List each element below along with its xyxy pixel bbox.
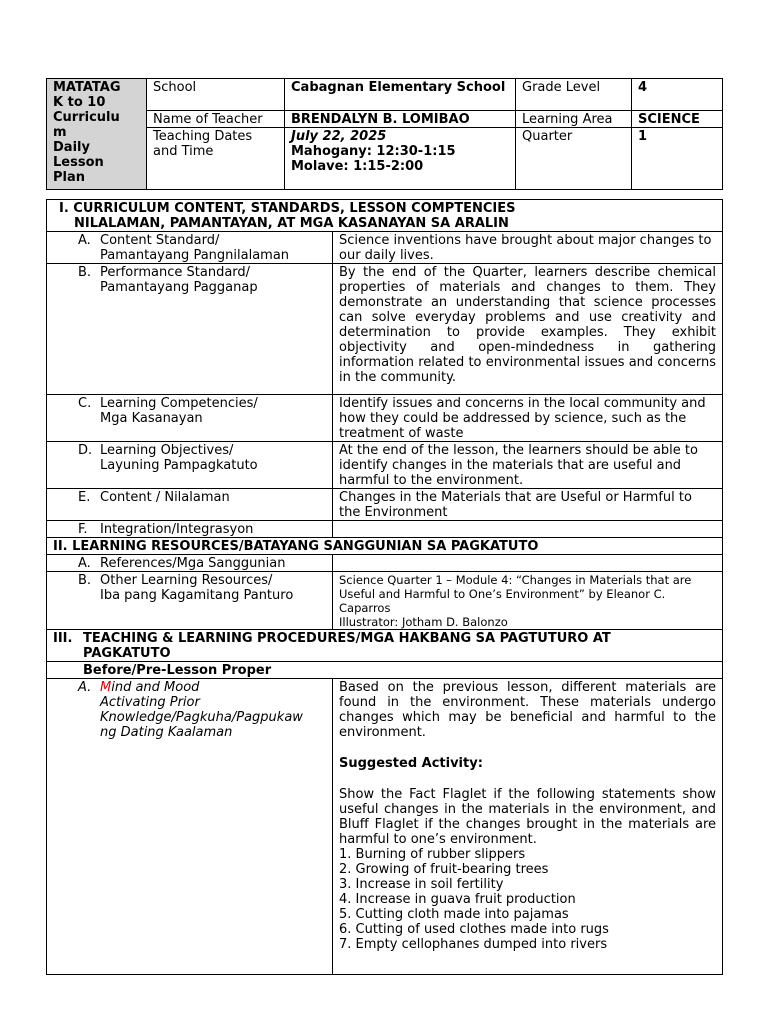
list-item: 6. Cutting of used clothes made into rugs: [339, 922, 609, 937]
item-marker: A.: [78, 556, 91, 571]
other-resources-label: [47, 572, 333, 630]
activating-prior-knowledge-value: [333, 679, 723, 975]
plan-title-line: Lesson: [53, 155, 104, 170]
list-item: 5. Cutting cloth made into pajamas: [339, 907, 569, 922]
item-marker: C.: [78, 396, 92, 411]
label-line: Knowledge/Pagkuha/Pagpukaw: [100, 710, 303, 725]
content-value: Changes in the Materials that are Useful or Harmful to the Environment: [333, 489, 723, 521]
lesson-intro: Based on the previous lesson, different materials are found in the environment. These materials undergo changes which may be beneficial and harmful to the environment.: [339, 680, 717, 740]
item-marker: B.: [78, 265, 92, 280]
list-item: 2. Growing of fruit-bearing trees: [339, 862, 549, 877]
learning-competencies-label: [47, 395, 333, 442]
item-marker: E.: [78, 490, 91, 505]
content-standard-value: Science inventions have brought about major changes to our daily lives.: [333, 232, 723, 264]
activating-prior-knowledge-label: [47, 679, 333, 975]
quarter-label: Quarter: [516, 128, 632, 190]
label-line: Pamantayang Pangnilalaman: [100, 248, 290, 263]
grade-level-label: Grade Level: [516, 79, 632, 111]
quarter-value: 1: [632, 128, 723, 190]
label-line: Performance Standard/: [100, 265, 251, 280]
performance-standard-value: By the end of the Quarter, learners describe chemical properties of materials and changes to them. They demonstrate an understanding that science processes can solve everyday problems and use creativity and determination to provide examples. They exhibit objectivity and open-mindedness in gathering information related to environmental issues and concerns in the community.: [333, 264, 723, 395]
references-label: [47, 555, 333, 572]
school-label: School: [147, 79, 285, 111]
grade-level-value: 4: [632, 79, 723, 111]
lesson-plan-header-table: [46, 78, 723, 190]
section-3-title-cont: PAGKATUTO: [83, 646, 171, 661]
label-line: Pamantayang Pagganap: [100, 280, 258, 295]
before-lesson-subheading: Before/Pre-Lesson Proper: [47, 662, 723, 679]
teaching-date: July 22, 2025: [291, 129, 387, 144]
list-item: 7. Empty cellophanes dumped into rivers: [339, 937, 608, 952]
references-value: [333, 555, 723, 572]
label-line: Learning Objectives/: [100, 443, 234, 458]
item-marker: A.: [78, 680, 92, 695]
teaching-dates-value: [285, 128, 516, 190]
label-line: Mga Kasanayan: [100, 411, 203, 426]
teacher-value: BRENDALYN B. LOMIBAO: [285, 111, 516, 128]
illustrator-credit: Illustrator: Jotham D. Balonzo: [339, 615, 508, 629]
content-standard-label: [47, 232, 333, 264]
label-line: [100, 680, 326, 695]
list-item: 3. Increase in soil fertility: [339, 877, 504, 892]
plan-title-line: MATATAG: [53, 80, 121, 95]
time-molave: Molave: 1:15-2:00: [291, 159, 424, 174]
teaching-dates-label: Teaching Dates and Time: [147, 128, 285, 190]
plan-title-line: K to 10: [53, 95, 106, 110]
teacher-label: Name of Teacher: [147, 111, 285, 128]
label-line: ng Dating Kaalaman: [100, 725, 233, 740]
learning-competencies-value: Identify issues and concerns in the local community and how they could be addressed by science, such as the treatment of waste: [333, 395, 723, 442]
plan-title-line: Daily: [53, 140, 90, 155]
other-resources-value: [333, 572, 723, 630]
item-marker: B.: [78, 573, 92, 588]
time-mahogany: Mahogany: 12:30-1:15: [291, 144, 456, 159]
section-3-marker: III.: [53, 631, 73, 646]
label-first-letter: M: [100, 680, 112, 695]
module-reference: Science Quarter 1 – Module 4: “Changes in Materials that are Useful and Harmful to One’s Environment” by Eleanor C. Caparros: [339, 573, 692, 615]
list-item: 1. Burning of rubber slippers: [339, 847, 526, 862]
section-3-title: TEACHING & LEARNING PROCEDURES/MGA HAKBANG SA PAGTUTURO AT: [83, 631, 611, 646]
label-line: Content Standard/: [100, 233, 220, 248]
integration-label: [47, 521, 333, 538]
integration-value: [333, 521, 723, 538]
suggested-activity-heading: Suggested Activity:: [339, 756, 483, 771]
plan-title-line: Curriculu: [53, 110, 120, 125]
learning-objectives-label: [47, 442, 333, 489]
plan-title-line: m: [53, 125, 67, 140]
section-1-heading: [47, 200, 723, 232]
learning-area-value: SCIENCE: [632, 111, 723, 128]
item-marker: A.: [78, 233, 91, 248]
list-item: 4. Increase in guava fruit production: [339, 892, 576, 907]
item-marker: D.: [78, 443, 93, 458]
label-rest: ind and Mood: [111, 680, 200, 695]
label-line: Integration/Integrasyon: [100, 522, 254, 537]
section-1-subtitle: NILALAMAN, PAMANTAYAN, AT MGA KASANAYAN SA ARALIN: [74, 216, 509, 231]
school-value: Cabagnan Elementary School: [285, 79, 516, 111]
activity-instructions: Show the Fact Flaglet if the following statements show useful changes in the materials in the environment, and Bluff Flaglet if the changes brought in the materials are harmful to one’s environment.: [339, 787, 717, 847]
lesson-plan-body-table: [46, 199, 723, 975]
label-line: Activating Prior: [100, 695, 200, 710]
label-line: References/Mga Sanggunian: [100, 556, 286, 571]
activity-statement-list: [339, 847, 716, 952]
performance-standard-label: [47, 264, 333, 395]
learning-objectives-value: At the end of the lesson, the learners should be able to identify changes in the materials that are useful and harmful to the environment.: [333, 442, 723, 489]
section-1-title: I. CURRICULUM CONTENT, STANDARDS, LESSON COMPTENCIES: [59, 201, 516, 216]
label-line: Iba pang Kagamitang Panturo: [100, 588, 294, 603]
label-line: Learning Competencies/: [100, 396, 258, 411]
section-3-heading: [47, 630, 723, 662]
label-line: Content / Nilalaman: [100, 490, 230, 505]
learning-area-label: Learning Area: [516, 111, 632, 128]
label-line: Other Learning Resources/: [100, 573, 273, 588]
plan-title-line: Plan: [53, 170, 86, 185]
item-marker: F.: [78, 522, 88, 537]
section-2-heading: II. LEARNING RESOURCES/BATAYANG SANGGUNIAN SA PAGKATUTO: [47, 538, 723, 555]
content-label: [47, 489, 333, 521]
label-line: Layuning Pampagkatuto: [100, 458, 258, 473]
plan-title-cell: [47, 79, 147, 190]
